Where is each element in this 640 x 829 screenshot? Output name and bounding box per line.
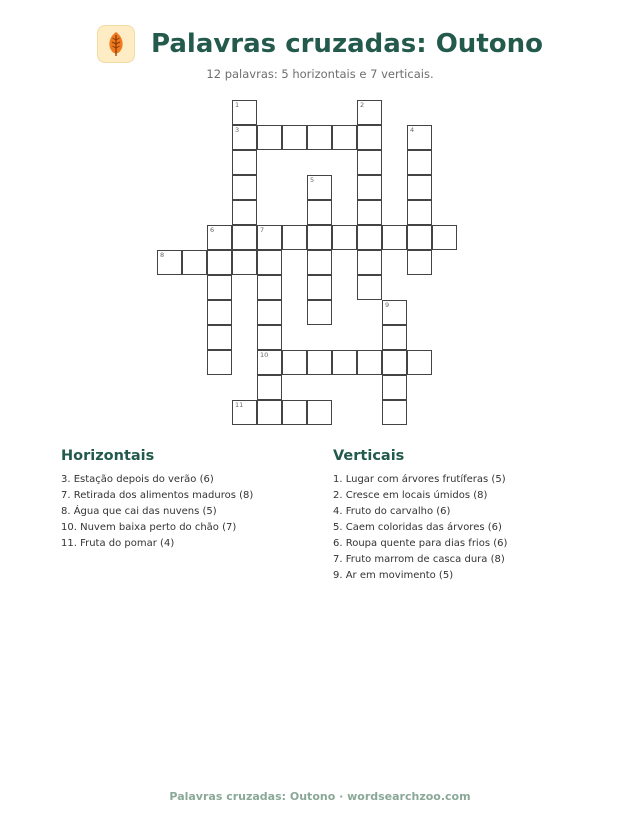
clue-item: 11. Fruta do pomar (4) (61, 538, 175, 549)
grid-cell[interactable] (232, 150, 257, 175)
grid-cell[interactable] (257, 275, 282, 300)
grid-cell[interactable] (207, 275, 232, 300)
clue-number: 3 (235, 126, 240, 134)
clue-number: 5 (310, 176, 315, 184)
grid-cell[interactable] (357, 125, 382, 150)
horizontal-heading: Horizontais (61, 448, 155, 464)
grid-cell[interactable] (407, 250, 432, 275)
grid-cell[interactable] (307, 250, 332, 275)
grid-cell[interactable] (357, 200, 382, 225)
grid-cell[interactable] (307, 225, 332, 250)
grid-cell[interactable] (407, 150, 432, 175)
grid-cell[interactable] (357, 175, 382, 200)
grid-cell[interactable] (282, 225, 307, 250)
grid-cell[interactable] (232, 400, 257, 425)
grid-cell[interactable] (357, 150, 382, 175)
clue-number: 6 (210, 226, 215, 234)
clue-item: 6. Roupa quente para dias frios (6) (333, 538, 508, 549)
grid-cell[interactable] (257, 125, 282, 150)
grid-cell[interactable] (232, 175, 257, 200)
clue-number: 10 (260, 351, 269, 359)
grid-cell[interactable] (332, 350, 357, 375)
grid-cell[interactable] (357, 275, 382, 300)
grid-cell[interactable] (232, 200, 257, 225)
grid-cell[interactable] (307, 275, 332, 300)
grid-cell[interactable] (257, 400, 282, 425)
clue-number: 8 (160, 251, 165, 259)
clue-number: 4 (410, 126, 415, 134)
page-title: Palavras cruzadas: Outono (151, 29, 543, 59)
grid-cell[interactable] (307, 400, 332, 425)
clue-item: 3. Estação depois do verão (6) (61, 474, 214, 485)
clue-item: 7. Fruto marrom de casca dura (8) (333, 554, 505, 565)
grid-cell[interactable] (307, 350, 332, 375)
clue-number: 9 (385, 301, 390, 309)
grid-cell[interactable] (332, 125, 357, 150)
grid-cell[interactable] (257, 300, 282, 325)
grid-cell[interactable] (257, 325, 282, 350)
clue-item: 2. Cresce em locais úmidos (8) (333, 490, 488, 501)
grid-cell[interactable] (382, 325, 407, 350)
grid-cell[interactable] (282, 350, 307, 375)
vertical-clues (333, 448, 507, 584)
grid-cell[interactable] (307, 200, 332, 225)
grid-cell[interactable] (357, 350, 382, 375)
grid-cell[interactable] (307, 175, 332, 200)
clue-item: 7. Retirada dos alimentos maduros (8) (61, 490, 254, 501)
grid-cell[interactable] (307, 125, 332, 150)
grid-cell[interactable] (257, 225, 282, 250)
grid-cell[interactable] (182, 250, 207, 275)
grid-cell[interactable] (432, 225, 457, 250)
grid-cell[interactable] (382, 400, 407, 425)
grid-cell[interactable] (257, 350, 282, 375)
clue-item: 5. Caem coloridas das árvores (6) (333, 522, 502, 533)
grid-cell[interactable] (232, 250, 257, 275)
clue-item: 9. Ar em movimento (5) (333, 570, 454, 581)
clue-number: 7 (260, 226, 265, 234)
grid-cell[interactable] (207, 225, 232, 250)
horizontal-clues (61, 448, 253, 552)
grid-cell[interactable] (207, 300, 232, 325)
footer-credit: Palavras cruzadas: Outono · wordsearchzoo.com (169, 790, 471, 803)
grid-cell[interactable] (407, 225, 432, 250)
grid-cell[interactable] (232, 100, 257, 125)
page-subtitle: 12 palavras: 5 horizontais e 7 verticais. (206, 67, 434, 81)
grid-cell[interactable] (382, 225, 407, 250)
grid-cell[interactable] (257, 375, 282, 400)
grid-cell[interactable] (257, 250, 282, 275)
grid-cell[interactable] (282, 400, 307, 425)
clue-number: 2 (360, 101, 365, 109)
grid-cell[interactable] (232, 225, 257, 250)
grid-cell[interactable] (282, 125, 307, 150)
grid-cell[interactable] (357, 225, 382, 250)
grid-cell[interactable] (407, 175, 432, 200)
clue-item: 1. Lugar com árvores frutíferas (5) (333, 474, 506, 485)
grid-cell[interactable] (357, 250, 382, 275)
grid-cell[interactable] (207, 250, 232, 275)
grid-cell[interactable] (382, 300, 407, 325)
grid-cell[interactable] (157, 250, 182, 275)
clue-item: 4. Fruto do carvalho (6) (333, 506, 451, 517)
grid-cell[interactable] (407, 125, 432, 150)
grid-cell[interactable] (382, 375, 407, 400)
clue-item: 10. Nuvem baixa perto do chão (7) (61, 522, 237, 533)
grid-cell[interactable] (382, 350, 407, 375)
clue-item: 8. Água que cai das nuvens (5) (61, 506, 217, 517)
clue-number: 1 (235, 101, 240, 109)
grid-cell[interactable] (232, 125, 257, 150)
clue-number: 11 (235, 401, 244, 409)
grid-cell[interactable] (407, 200, 432, 225)
grid-cell[interactable] (207, 350, 232, 375)
vertical-heading: Verticais (333, 448, 405, 464)
grid-cell[interactable] (207, 325, 232, 350)
grid-cell[interactable] (407, 350, 432, 375)
grid-cell[interactable] (357, 100, 382, 125)
grid-cell[interactable] (332, 225, 357, 250)
grid-cell[interactable] (307, 300, 332, 325)
